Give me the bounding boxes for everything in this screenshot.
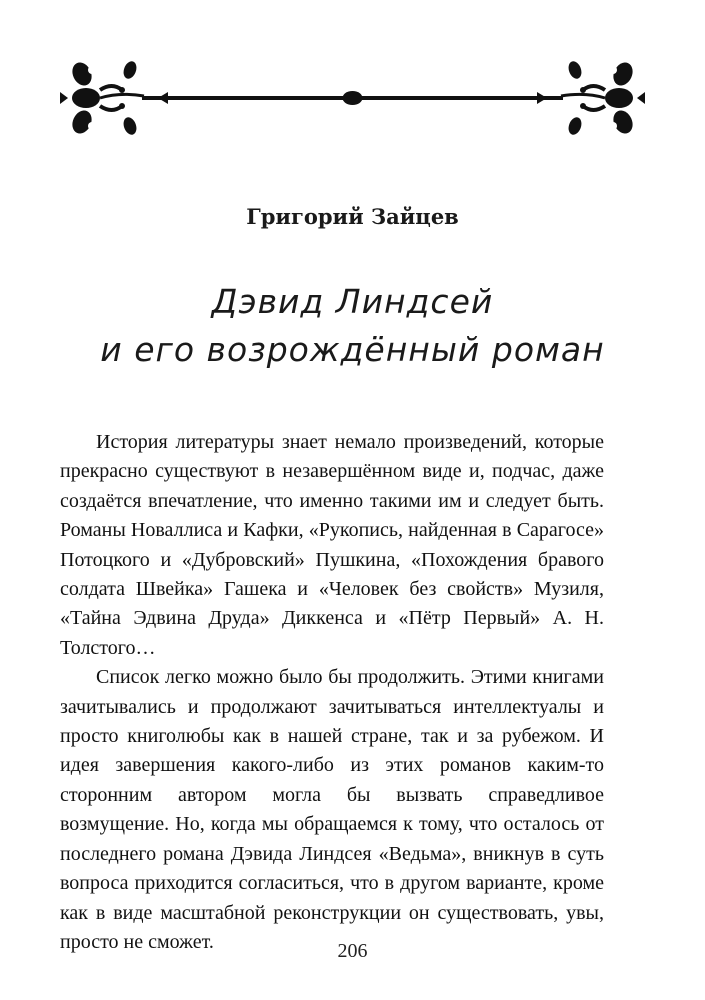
paragraph: Список легко можно было бы продолжить. Этими книгами зачитывались и продолжают зачитываться интеллектуалы и просто книголюбы как в нашей стране, так и за рубежом. И идея завершения какого-либо из этих романов каким-то сторонним автором могла бы вызвать справедливое возмущение. Но, когда мы обращаемся к тому, что осталось от последнего романа Дэвида Линдсея «Ведьма», вникнув в суть вопроса приходится согласиться, что в другом варианте, кроме как в виде масштабной реконструкции он существовать, увы, просто не сможет. (60, 666, 604, 953)
page-number: 206 (337, 940, 368, 962)
paragraph: История литературы знает немало произведений, которые прекрасно существуют в незавершённом виде и, подчас, даже создаётся впечатление, что именно такими им и следует быть. Романы Новаллиса и Кафки, «Рукопись, найденная в Сарагосе» Потоцкого и «Дубровский» Пушкина, «Похождения бравого солдата Швейка» Гашека и «Человек без свойств» Музиля, «Тайна Эдвина Друда» Диккенса и «Пётр Первый» А. Н. Толстого… (60, 431, 604, 659)
decorative-ornament-divider (60, 60, 645, 140)
title-line-2: и его возрождённый роман (100, 330, 605, 369)
title-line-1: Дэвид Линдсей (211, 282, 494, 321)
author-name: Григорий Зайцев (246, 204, 459, 229)
article-title (0, 278, 705, 374)
article-body (60, 428, 604, 957)
